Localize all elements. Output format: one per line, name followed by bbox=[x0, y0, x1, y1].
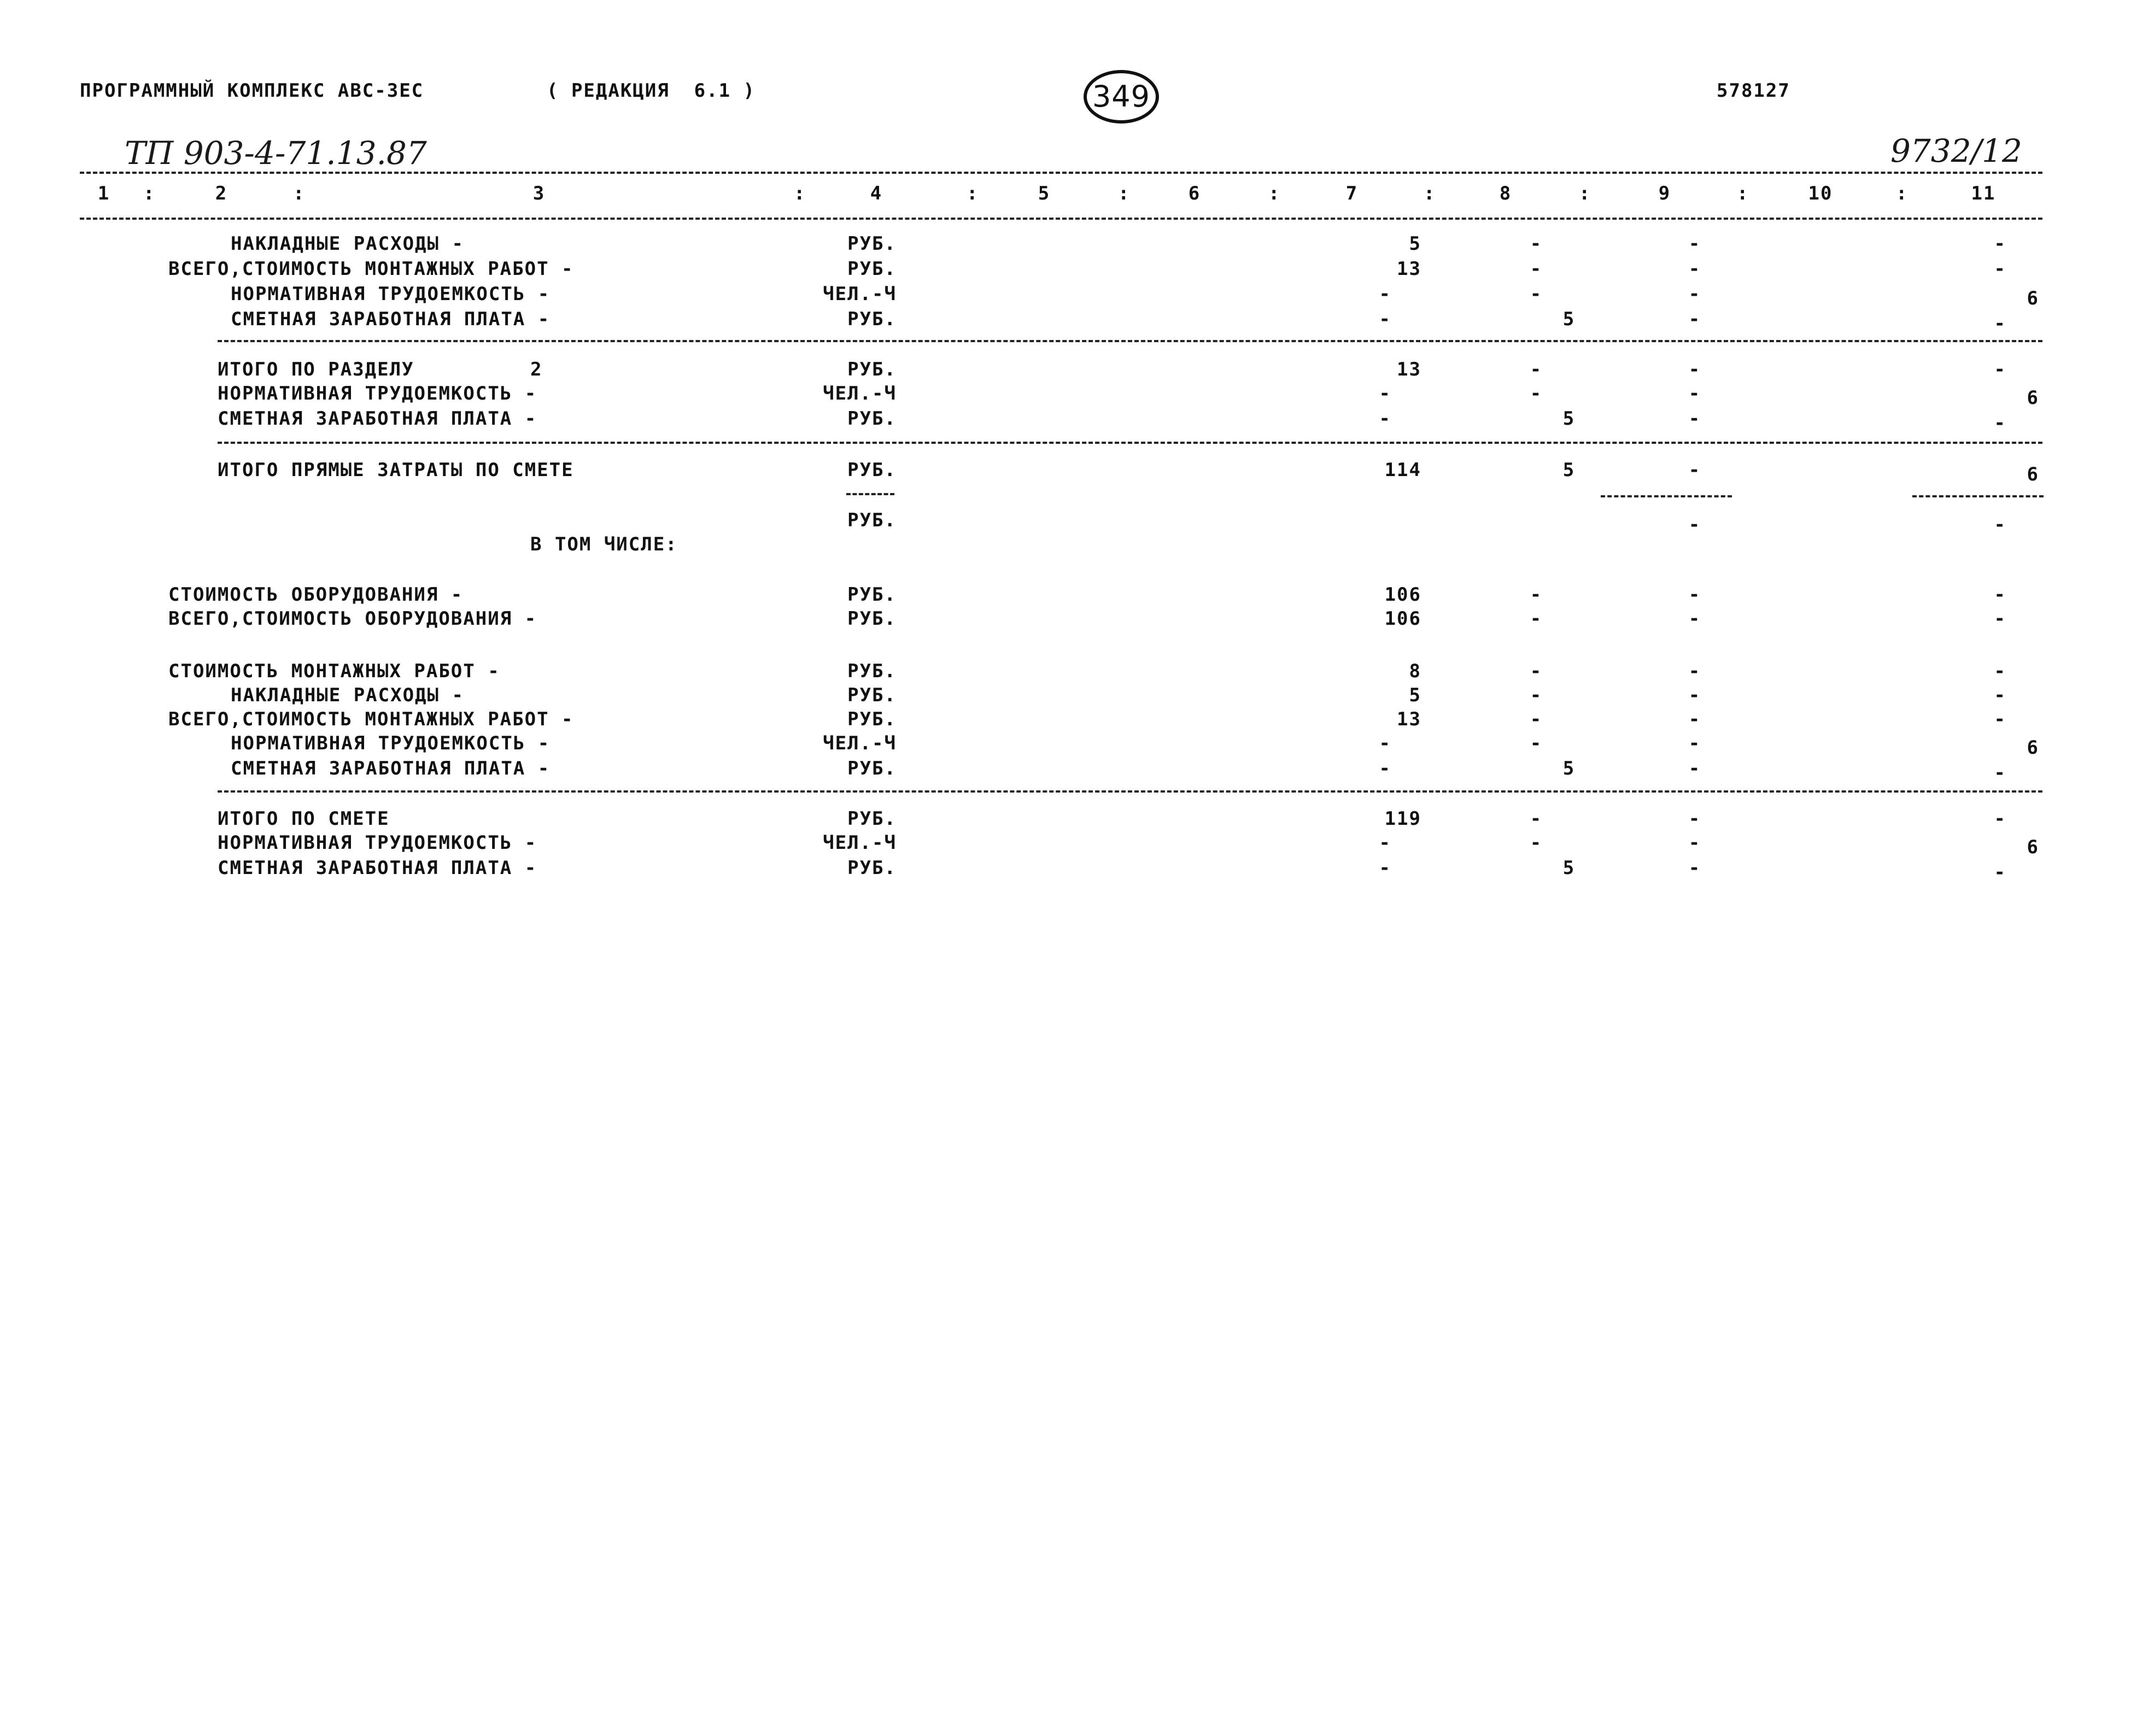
row-unit: ЧЕЛ.-Ч bbox=[823, 732, 897, 754]
cell-col11: - bbox=[1994, 514, 2006, 536]
cell-col8: 5 bbox=[1562, 408, 1576, 430]
row-label: НОРМАТИВНАЯ ТРУДОЕМКОСТЬ - bbox=[231, 283, 551, 305]
cell-col11: - bbox=[1994, 684, 2006, 706]
row-label: СМЕТНАЯ ЗАРАБОТНАЯ ПЛАТА - bbox=[218, 857, 537, 879]
section-number: 2 bbox=[530, 359, 543, 380]
row-label: СМЕТНАЯ ЗАРАБОТНАЯ ПЛАТА - bbox=[218, 408, 537, 430]
row-label: НОРМАТИВНАЯ ТРУДОЕМКОСТЬ - bbox=[218, 383, 537, 404]
cell-col8: - bbox=[1530, 258, 1543, 280]
cell-col8: - bbox=[1530, 832, 1543, 854]
row-label: СТОИМОСТЬ МОНТАЖНЫХ РАБОТ - bbox=[168, 660, 500, 682]
cell-col7: - bbox=[1379, 383, 1391, 404]
row-label: СТОИМОСТЬ ОБОРУДОВАНИЯ - bbox=[168, 584, 464, 606]
cell-col11: 6 bbox=[2027, 836, 2039, 858]
cell-col8: - bbox=[1530, 283, 1543, 305]
cell-col11: 6 bbox=[2027, 288, 2039, 309]
cell-col9: - bbox=[1688, 832, 1701, 854]
row-unit: ЧЕЛ.-Ч bbox=[823, 383, 897, 404]
section-rule bbox=[218, 442, 2042, 444]
cell-col11: - bbox=[1994, 808, 2006, 830]
cell-col8: - bbox=[1530, 383, 1543, 404]
cell-col9: - bbox=[1688, 283, 1701, 305]
subsection-heading: В ТОМ ЧИСЛЕ: bbox=[530, 533, 678, 555]
row-unit: ЧЕЛ.-Ч bbox=[823, 283, 897, 305]
row-label: СМЕТНАЯ ЗАРАБОТНАЯ ПЛАТА - bbox=[231, 758, 551, 779]
cell-col11: 6 bbox=[2027, 737, 2039, 759]
column-header-rule bbox=[80, 218, 2042, 220]
column-header: 3 bbox=[532, 183, 546, 204]
column-header: 5 bbox=[1038, 183, 1051, 204]
row-unit: РУБ. bbox=[847, 608, 897, 630]
cell-col8: - bbox=[1530, 708, 1543, 730]
cell-col11: 6 bbox=[2027, 464, 2039, 485]
row-unit: РУБ. bbox=[847, 808, 897, 830]
cell-col7: - bbox=[1379, 832, 1391, 854]
document-code: 578127 bbox=[1717, 80, 1790, 102]
cell-col11: 6 bbox=[2027, 387, 2039, 409]
cell-col9: - bbox=[1688, 233, 1701, 255]
row-unit: РУБ. bbox=[847, 233, 897, 255]
handwritten-sheet-number: 9732/12 bbox=[1890, 132, 2022, 169]
cell-col7: - bbox=[1379, 732, 1391, 754]
row-label: НОРМАТИВНАЯ ТРУДОЕМКОСТЬ - bbox=[218, 832, 537, 854]
cell-col9: - bbox=[1688, 258, 1701, 280]
cell-col11: - bbox=[1994, 233, 2006, 255]
cell-col9: - bbox=[1688, 514, 1701, 536]
row-unit: РУБ. bbox=[847, 258, 897, 280]
row-label: СМЕТНАЯ ЗАРАБОТНАЯ ПЛАТА - bbox=[231, 308, 551, 330]
row-unit: РУБ. bbox=[847, 857, 897, 879]
cell-col11: - bbox=[1994, 258, 2006, 280]
column-header: 1 bbox=[97, 183, 110, 204]
cell-col9: - bbox=[1688, 383, 1701, 404]
section-rule bbox=[218, 790, 2042, 793]
cell-col9: - bbox=[1688, 732, 1701, 754]
row-unit: РУБ. bbox=[847, 758, 897, 779]
column-underline bbox=[1601, 495, 1732, 497]
cell-col8: - bbox=[1530, 684, 1543, 706]
column-header: 8 bbox=[1499, 183, 1512, 204]
row-label: НОРМАТИВНАЯ ТРУДОЕМКОСТЬ - bbox=[231, 732, 551, 754]
row-unit: РУБ. bbox=[847, 459, 897, 481]
column-header: 2 bbox=[215, 183, 228, 204]
cell-col8: 5 bbox=[1562, 459, 1576, 481]
row-label: ВСЕГО,СТОИМОСТЬ МОНТАЖНЫХ РАБОТ - bbox=[168, 708, 574, 730]
row-label: ИТОГО ПО РАЗДЕЛУ bbox=[218, 359, 414, 380]
row-label: НАКЛАДНЫЕ РАСХОДЫ - bbox=[231, 684, 464, 706]
column-header: 6 bbox=[1188, 183, 1201, 204]
page-number-stamp: 349 bbox=[1084, 70, 1159, 124]
row-unit: ЧЕЛ.-Ч bbox=[823, 832, 897, 854]
cell-col7: 106 bbox=[1384, 584, 1421, 606]
row-unit: РУБ. bbox=[847, 509, 897, 531]
row-label: НАКЛАДНЫЕ РАСХОДЫ - bbox=[231, 233, 464, 255]
cell-col11: - bbox=[1994, 608, 2006, 630]
handwritten-doc-number: ТП 903-4-71.13.87 bbox=[125, 134, 427, 172]
cell-col8: - bbox=[1530, 808, 1543, 830]
cell-col8: - bbox=[1530, 233, 1543, 255]
cell-col9: - bbox=[1688, 408, 1701, 430]
row-label: ИТОГО ПРЯМЫЕ ЗАТРАТЫ ПО СМЕТЕ bbox=[218, 459, 574, 481]
cell-col9: - bbox=[1688, 584, 1701, 606]
column-header: 11 bbox=[1971, 183, 1996, 204]
cell-col7: - bbox=[1379, 758, 1391, 779]
cell-col7: 13 bbox=[1397, 359, 1421, 380]
cell-col7: - bbox=[1379, 408, 1391, 430]
cell-col7: 13 bbox=[1397, 708, 1421, 730]
cell-col7: - bbox=[1379, 283, 1391, 305]
cell-col11: - bbox=[1994, 359, 2006, 380]
cell-col9: - bbox=[1688, 708, 1701, 730]
column-header: 4 bbox=[870, 183, 883, 204]
row-unit: РУБ. bbox=[847, 684, 897, 706]
program-title: ПРОГРАММНЫЙ КОМПЛЕКС АВС-ЗЕС bbox=[80, 80, 424, 102]
cell-col8: - bbox=[1530, 608, 1543, 630]
row-unit: РУБ. bbox=[847, 359, 897, 380]
row-unit: РУБ. bbox=[847, 584, 897, 606]
cell-col7: 106 bbox=[1384, 608, 1421, 630]
cell-col11: - bbox=[1994, 313, 2006, 335]
cell-col7: 5 bbox=[1409, 684, 1421, 706]
cell-col8: 5 bbox=[1562, 308, 1576, 330]
row-label: ВСЕГО,СТОИМОСТЬ МОНТАЖНЫХ РАБОТ - bbox=[168, 258, 574, 280]
cell-col9: - bbox=[1688, 459, 1701, 481]
cell-col9: - bbox=[1688, 660, 1701, 682]
cell-col9: - bbox=[1688, 608, 1701, 630]
cell-col11: - bbox=[1994, 762, 2006, 784]
cell-col8: 5 bbox=[1562, 857, 1576, 879]
column-header: 7 bbox=[1345, 183, 1359, 204]
cell-col9: - bbox=[1688, 308, 1701, 330]
cell-col11: - bbox=[1994, 412, 2006, 434]
cell-col8: - bbox=[1530, 660, 1543, 682]
column-header: 9 bbox=[1658, 183, 1671, 204]
column-header: 10 bbox=[1808, 183, 1833, 204]
cell-col9: - bbox=[1688, 857, 1701, 879]
cell-col7: 119 bbox=[1384, 808, 1421, 830]
cell-col8: - bbox=[1530, 732, 1543, 754]
cell-col7: 13 bbox=[1397, 258, 1421, 280]
cell-col7: - bbox=[1379, 308, 1391, 330]
cell-col11: - bbox=[1994, 861, 2006, 883]
cell-col9: - bbox=[1688, 808, 1701, 830]
row-unit: РУБ. bbox=[847, 708, 897, 730]
header-rule bbox=[80, 172, 2042, 174]
cell-col11: - bbox=[1994, 708, 2006, 730]
row-unit: РУБ. bbox=[847, 660, 897, 682]
row-label: ВСЕГО,СТОИМОСТЬ ОБОРУДОВАНИЯ - bbox=[168, 608, 537, 630]
unit-underline bbox=[846, 493, 894, 495]
cell-col8: 5 bbox=[1562, 758, 1576, 779]
cell-col9: - bbox=[1688, 758, 1701, 779]
cell-col9: - bbox=[1688, 684, 1701, 706]
cell-col11: - bbox=[1994, 660, 2006, 682]
section-rule bbox=[218, 340, 2042, 342]
edition-label: ( РЕДАКЦИЯ 6.1 ) bbox=[547, 80, 756, 102]
cell-col8: - bbox=[1530, 359, 1543, 380]
cell-col8: - bbox=[1530, 584, 1543, 606]
row-unit: РУБ. bbox=[847, 408, 897, 430]
cell-col7: 5 bbox=[1409, 233, 1421, 255]
row-unit: РУБ. bbox=[847, 308, 897, 330]
column-underline bbox=[1912, 495, 2044, 497]
cell-col11: - bbox=[1994, 584, 2006, 606]
row-label: ИТОГО ПО СМЕТЕ bbox=[218, 808, 390, 830]
cell-col9: - bbox=[1688, 359, 1701, 380]
cell-col7: - bbox=[1379, 857, 1391, 879]
cell-col7: 8 bbox=[1409, 660, 1421, 682]
cell-col7: 114 bbox=[1384, 459, 1421, 481]
